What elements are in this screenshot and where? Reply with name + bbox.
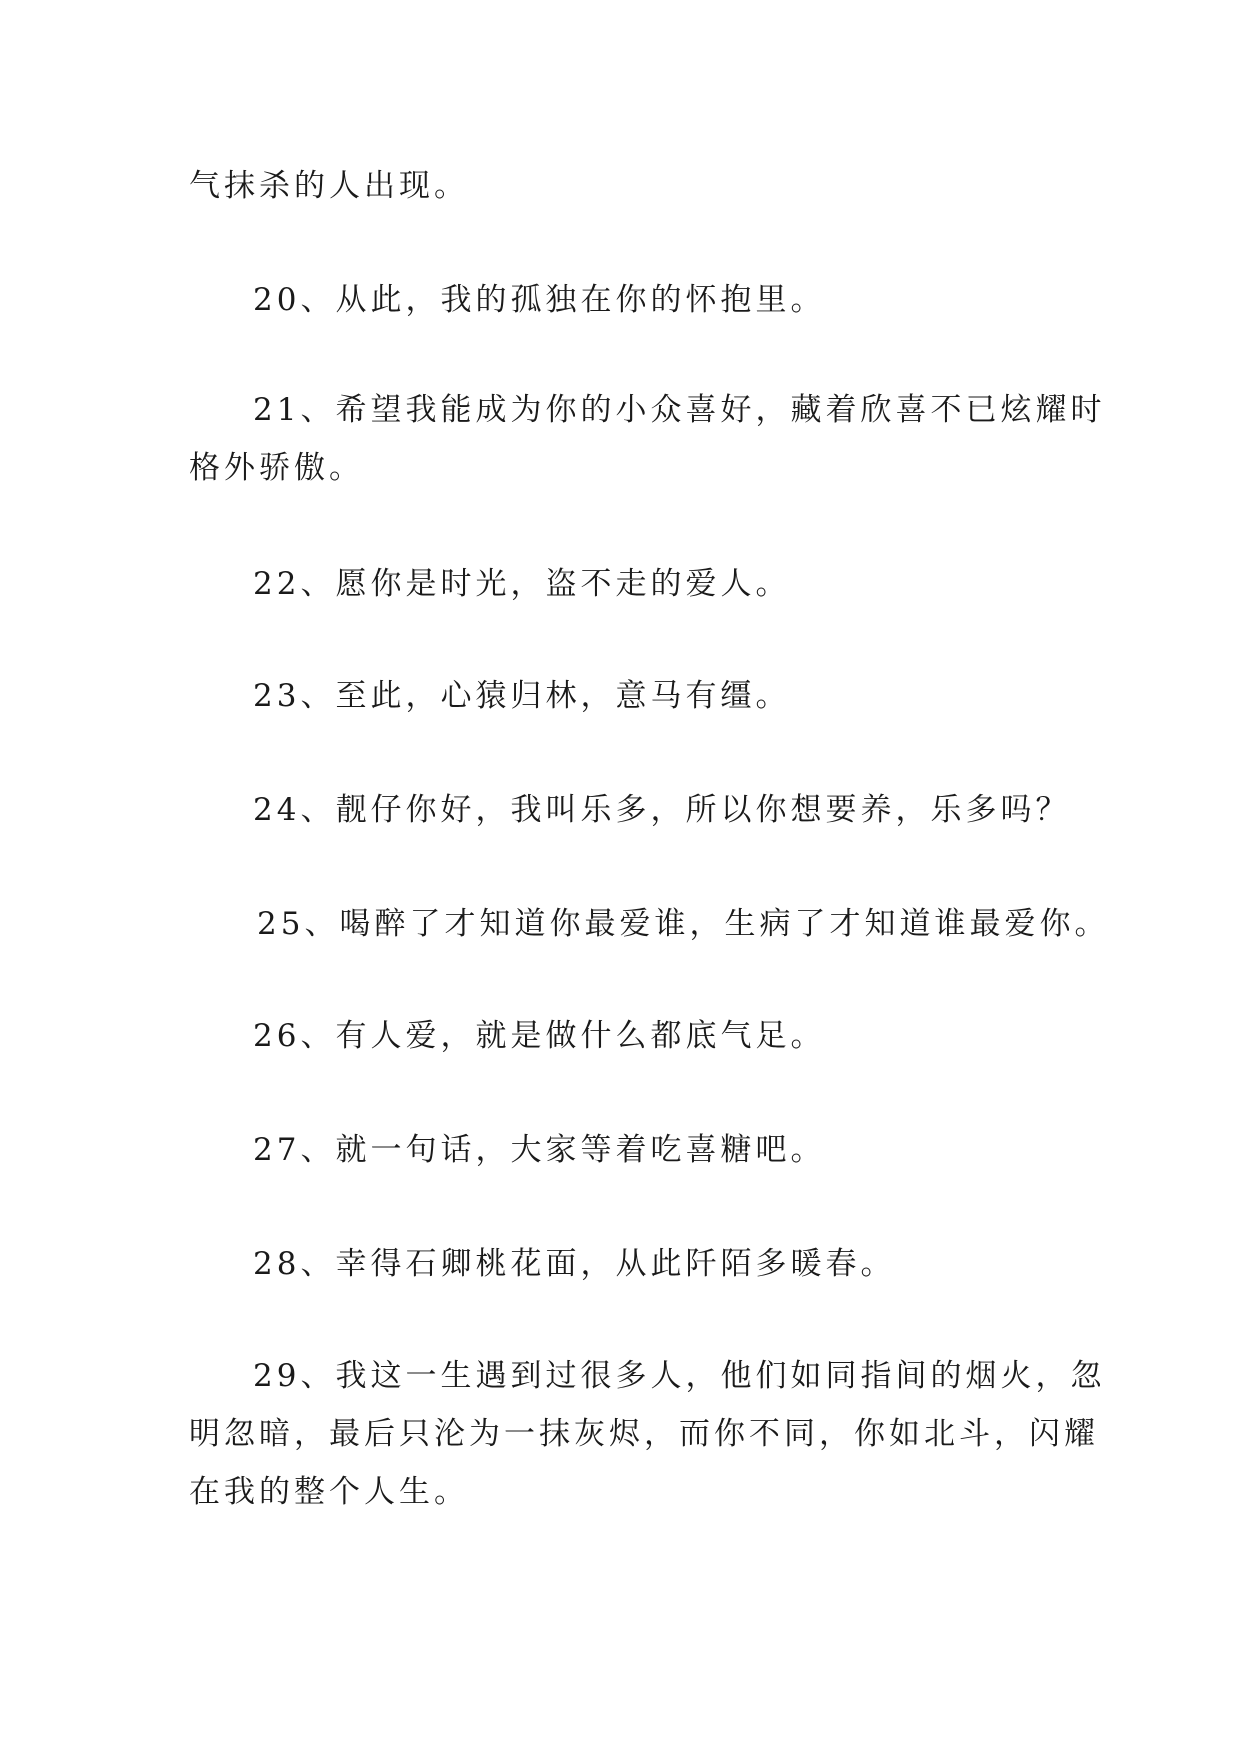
- text-line-item-29-cont-1: 明忽暗，最后只沦为一抹灰烬，而你不同，你如北斗，闪耀: [189, 1416, 1099, 1452]
- text-line-item-25: 25、喝醉了才知道你最爱谁，生病了才知道谁最爱你。: [257, 906, 1110, 942]
- text-line-item-20: 20、从此，我的孤独在你的怀抱里。: [253, 282, 826, 318]
- text-line-item-23: 23、至此，心猿归林，意马有缰。: [253, 678, 791, 714]
- text-line-item-21-cont: 格外骄傲。: [189, 450, 364, 486]
- text-line-item-22: 22、愿你是时光，盗不走的爱人。: [253, 566, 791, 602]
- text-line-item-29: 29、我这一生遇到过很多人，他们如同指间的烟火，忽: [253, 1358, 1106, 1394]
- text-line-item-21: 21、希望我能成为你的小众喜好，藏着欣喜不已炫耀时: [253, 392, 1106, 428]
- text-line-item-27: 27、就一句话，大家等着吃喜糖吧。: [253, 1132, 826, 1168]
- text-line-continuation-19: 气抹杀的人出现。: [189, 168, 469, 204]
- text-line-item-26: 26、有人爱，就是做什么都底气足。: [253, 1018, 826, 1054]
- text-line-item-28: 28、幸得石卿桃花面，从此阡陌多暖春。: [253, 1246, 896, 1282]
- text-line-item-29-cont-2: 在我的整个人生。: [189, 1474, 469, 1510]
- text-line-item-24: 24、靓仔你好，我叫乐多，所以你想要养，乐多吗？: [253, 792, 1071, 828]
